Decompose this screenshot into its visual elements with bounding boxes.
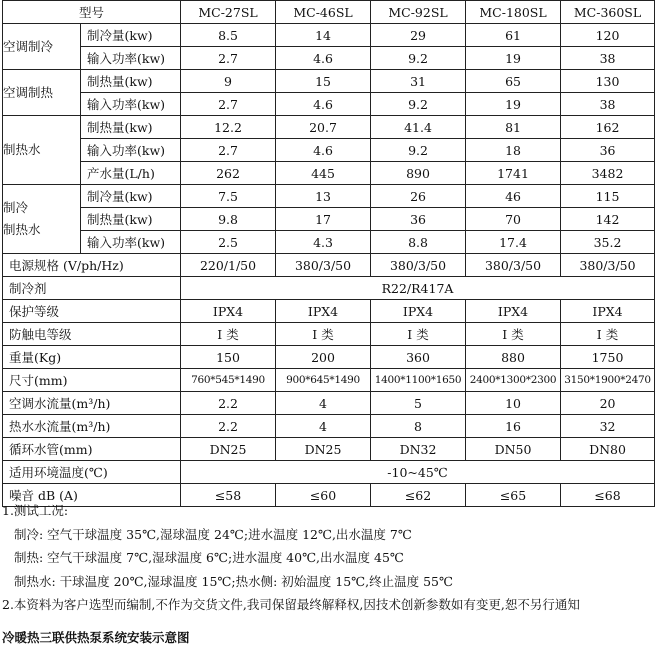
cell: 2.2 — [181, 392, 276, 415]
cell: 38 — [561, 93, 655, 116]
row-label: 制冷量(kw) — [81, 24, 181, 47]
group-heating: 空调制热 — [3, 70, 81, 116]
cell: 4.6 — [276, 139, 371, 162]
cell: 32 — [561, 415, 655, 438]
table-row — [3, 162, 655, 185]
cell: 1750 — [561, 346, 655, 369]
row-label: 输入功率(kw) — [81, 139, 181, 162]
cell: DN25 — [181, 438, 276, 461]
cell: ≤58 — [181, 484, 276, 507]
note-line: 制热水: 干球温度 20℃,湿球温度 15℃;热水侧: 初始温度 15℃,终止温度 55℃ — [14, 573, 453, 589]
cell: DN80 — [561, 438, 655, 461]
row-label: 制热量(kw) — [81, 70, 181, 93]
cell: 4 — [276, 415, 371, 438]
table-row — [3, 300, 655, 323]
spec-table — [2, 0, 655, 507]
cell: 4 — [276, 392, 371, 415]
model-header: MC-180SL — [466, 1, 561, 24]
cell: 31 — [371, 70, 466, 93]
cell: IPX4 — [466, 300, 561, 323]
group-cool-hot-water — [3, 185, 81, 254]
group-cooling: 空调制冷 — [3, 24, 81, 70]
cell: 142 — [561, 208, 655, 231]
cell: 2.2 — [181, 415, 276, 438]
row-label: 空调水流量(m³/h) — [3, 392, 181, 415]
group-line: 制冷 — [3, 200, 29, 215]
cell: 760*545*1490 — [181, 369, 276, 392]
cell: 9.2 — [371, 47, 466, 70]
cell: DN25 — [276, 438, 371, 461]
cell: 20.7 — [276, 116, 371, 139]
cell: 1400*1100*1650 — [371, 369, 466, 392]
cell: IPX4 — [181, 300, 276, 323]
note-line: 制热: 空气干球温度 7℃,湿球温度 6℃;进水温度 40℃,出水温度 45℃ — [14, 550, 404, 565]
cell: IPX4 — [276, 300, 371, 323]
cell: 2.7 — [181, 93, 276, 116]
cell: 3482 — [561, 162, 655, 185]
cell: 15 — [276, 70, 371, 93]
cell: -10~45℃ — [181, 461, 655, 484]
table-row — [3, 139, 655, 162]
cell: 13 — [276, 185, 371, 208]
cell: ≤60 — [276, 484, 371, 507]
row-label: 热水水流量(m³/h) — [3, 415, 181, 438]
cell: ≤65 — [466, 484, 561, 507]
header-label: 型号 — [3, 1, 181, 24]
row-label: 输入功率(kw) — [81, 93, 181, 116]
table-row — [3, 369, 655, 392]
row-label: 循环水管(mm) — [3, 438, 181, 461]
row-label: 防触电等级 — [3, 323, 181, 346]
note-line: 制冷: 空气干球温度 35℃,湿球温度 24℃;进水温度 12℃,出水温度 7℃ — [14, 526, 412, 542]
cell: 2.5 — [181, 231, 276, 254]
table-row — [3, 323, 655, 346]
cell: 38 — [561, 47, 655, 70]
table-row — [3, 461, 655, 484]
row-label: 适用环境温度(℃) — [3, 461, 181, 484]
model-header: MC-46SL — [276, 1, 371, 24]
cell: 70 — [466, 208, 561, 231]
cell: ≤62 — [371, 484, 466, 507]
cell: 16 — [466, 415, 561, 438]
cell: 890 — [371, 162, 466, 185]
row-label: 保护等级 — [3, 300, 181, 323]
cell: 65 — [466, 70, 561, 93]
cell: 26 — [371, 185, 466, 208]
cell: 17.4 — [466, 231, 561, 254]
cell: 380/3/50 — [561, 254, 655, 277]
notes-title: 1.测试工况: — [2, 503, 69, 518]
cell: 445 — [276, 162, 371, 185]
cell: 150 — [181, 346, 276, 369]
table-row — [3, 70, 655, 93]
cell: 9.8 — [181, 208, 276, 231]
row-label: 输入功率(kw) — [81, 47, 181, 70]
cell: 115 — [561, 185, 655, 208]
cell: 41.4 — [371, 116, 466, 139]
cell: 162 — [561, 116, 655, 139]
row-label: 重量(Kg) — [3, 346, 181, 369]
cell: 8.8 — [371, 231, 466, 254]
cell: I 类 — [181, 323, 276, 346]
cell: IPX4 — [561, 300, 655, 323]
cell: 20 — [561, 392, 655, 415]
cell: I 类 — [466, 323, 561, 346]
table-row — [3, 24, 655, 47]
cell: 4.6 — [276, 47, 371, 70]
cell: 7.5 — [181, 185, 276, 208]
cell: 14 — [276, 24, 371, 47]
row-label: 制热量(kw) — [81, 116, 181, 139]
table-row — [3, 231, 655, 254]
cell: 29 — [371, 24, 466, 47]
cell: 2400*1300*2300 — [466, 369, 561, 392]
cell: I 类 — [276, 323, 371, 346]
cell: 12.2 — [181, 116, 276, 139]
cell: 19 — [466, 47, 561, 70]
cell: 9.2 — [371, 139, 466, 162]
cell: 1741 — [466, 162, 561, 185]
group-hot-water: 制热水 — [3, 116, 81, 185]
row-label: 电源规格 (V/ph/Hz) — [3, 254, 181, 277]
table-row — [3, 438, 655, 461]
table-row — [3, 392, 655, 415]
model-header: MC-360SL — [561, 1, 655, 24]
model-header: MC-27SL — [181, 1, 276, 24]
row-label: 输入功率(kw) — [81, 231, 181, 254]
table-row — [3, 116, 655, 139]
cell: ≤68 — [561, 484, 655, 507]
cell: 46 — [466, 185, 561, 208]
table-row — [3, 277, 655, 300]
cell: 4.3 — [276, 231, 371, 254]
cell: 17 — [276, 208, 371, 231]
note-2: 2.本资料为客户选型而编制,不作为交货文件,我司保留最终解释权,因技术创新参数如有变更,恕不另行通知 — [2, 597, 580, 612]
cell: 4.6 — [276, 93, 371, 116]
cell: 3150*1900*2470 — [561, 369, 655, 392]
cell: 35.2 — [561, 231, 655, 254]
cell: 10 — [466, 392, 561, 415]
table-row — [3, 346, 655, 369]
table-row — [3, 254, 655, 277]
cell: 61 — [466, 24, 561, 47]
cell: 900*645*1490 — [276, 369, 371, 392]
cell: IPX4 — [371, 300, 466, 323]
row-label: 尺寸(mm) — [3, 369, 181, 392]
cell: 36 — [371, 208, 466, 231]
notes — [2, 499, 580, 617]
table-row — [3, 208, 655, 231]
cell: 19 — [466, 93, 561, 116]
cell: 380/3/50 — [466, 254, 561, 277]
cell: 2.7 — [181, 139, 276, 162]
group-line: 制热水 — [3, 222, 41, 237]
cell: 130 — [561, 70, 655, 93]
cell: 5 — [371, 392, 466, 415]
cell: 36 — [561, 139, 655, 162]
cell: R22/R417A — [181, 277, 655, 300]
cell: 220/1/50 — [181, 254, 276, 277]
table-row — [3, 93, 655, 116]
table-row — [3, 47, 655, 70]
row-label: 制冷量(kw) — [81, 185, 181, 208]
cell: 2.7 — [181, 47, 276, 70]
cell: I 类 — [561, 323, 655, 346]
section-heading: 冷暖热三联供热泵系统安装示意图 — [2, 630, 190, 645]
cell: DN50 — [466, 438, 561, 461]
cell: 262 — [181, 162, 276, 185]
row-label: 制冷剂 — [3, 277, 181, 300]
cell: 8.5 — [181, 24, 276, 47]
cell: 200 — [276, 346, 371, 369]
header-row — [3, 1, 655, 24]
model-header: MC-92SL — [371, 1, 466, 24]
cell: 380/3/50 — [276, 254, 371, 277]
cell: 8 — [371, 415, 466, 438]
row-label: 制热量(kw) — [81, 208, 181, 231]
cell: 18 — [466, 139, 561, 162]
cell: I 类 — [371, 323, 466, 346]
cell: 880 — [466, 346, 561, 369]
cell: DN32 — [371, 438, 466, 461]
row-label: 噪音 dB (A) — [3, 484, 181, 507]
table-row — [3, 185, 655, 208]
row-label: 产水量(L/h) — [81, 162, 181, 185]
cell: 9.2 — [371, 93, 466, 116]
table-row — [3, 415, 655, 438]
cell: 360 — [371, 346, 466, 369]
cell: 380/3/50 — [371, 254, 466, 277]
cell: 120 — [561, 24, 655, 47]
cell: 81 — [466, 116, 561, 139]
cell: 9 — [181, 70, 276, 93]
